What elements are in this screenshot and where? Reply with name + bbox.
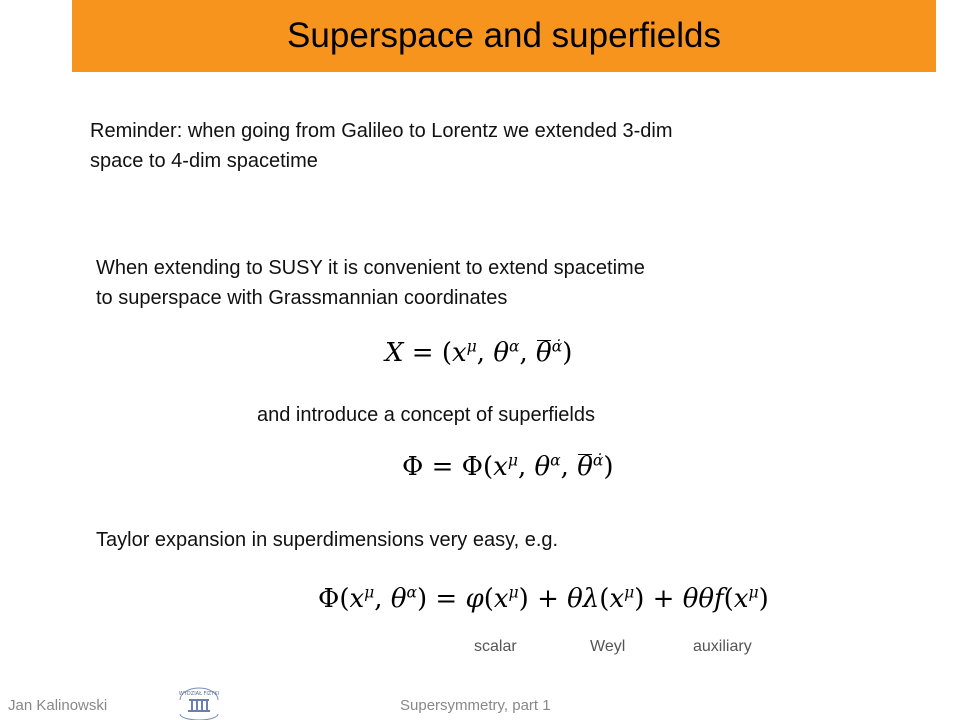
equation-superfield: $\Phi = \Phi(x^\mu$, $\theta^\alpha$, $\theta^{\alphȧ}$): [402, 451, 614, 482]
footer-author: Jan Kalinowski: [8, 697, 108, 714]
faculty-logo-icon: [172, 686, 226, 720]
label-auxiliary: auxiliary: [693, 638, 752, 655]
taylor-text: Taylor expansion in superdimensions very easy, e.g.: [96, 529, 559, 551]
superfields-intro: and introduce a concept of superfields: [257, 404, 595, 426]
reminder-line-2: space to 4-dim spacetime: [90, 150, 318, 172]
reminder-line-1: Reminder: when going from Galileo to Lorentz we extended 3-dim: [90, 120, 673, 142]
label-scalar: scalar: [474, 638, 517, 655]
susy-line-2: to superspace with Grassmannian coordinates: [96, 287, 508, 309]
logo-lettering: WYDZIAŁ FIZYKI: [178, 691, 220, 697]
footer-course: Supersymmetry, part 1: [400, 697, 551, 714]
title-bar: [72, 0, 936, 72]
susy-line-1: When extending to SUSY it is convenient to extend spacetime: [96, 257, 645, 279]
label-weyl: Weyl: [590, 638, 626, 655]
equation-superspace: $X = (x^\mu$, $\theta^\alpha$, $\theta^{\alphȧ}$): [385, 337, 573, 368]
equation-taylor: $\Phi(x^\mu$, $\theta^\alpha) = \varphi(x^\mu) + \theta\lambda(x^\mu) + \theta\theta f(x^\mu)$: [318, 583, 769, 614]
slide-title: Superspace and superfields: [287, 16, 721, 55]
